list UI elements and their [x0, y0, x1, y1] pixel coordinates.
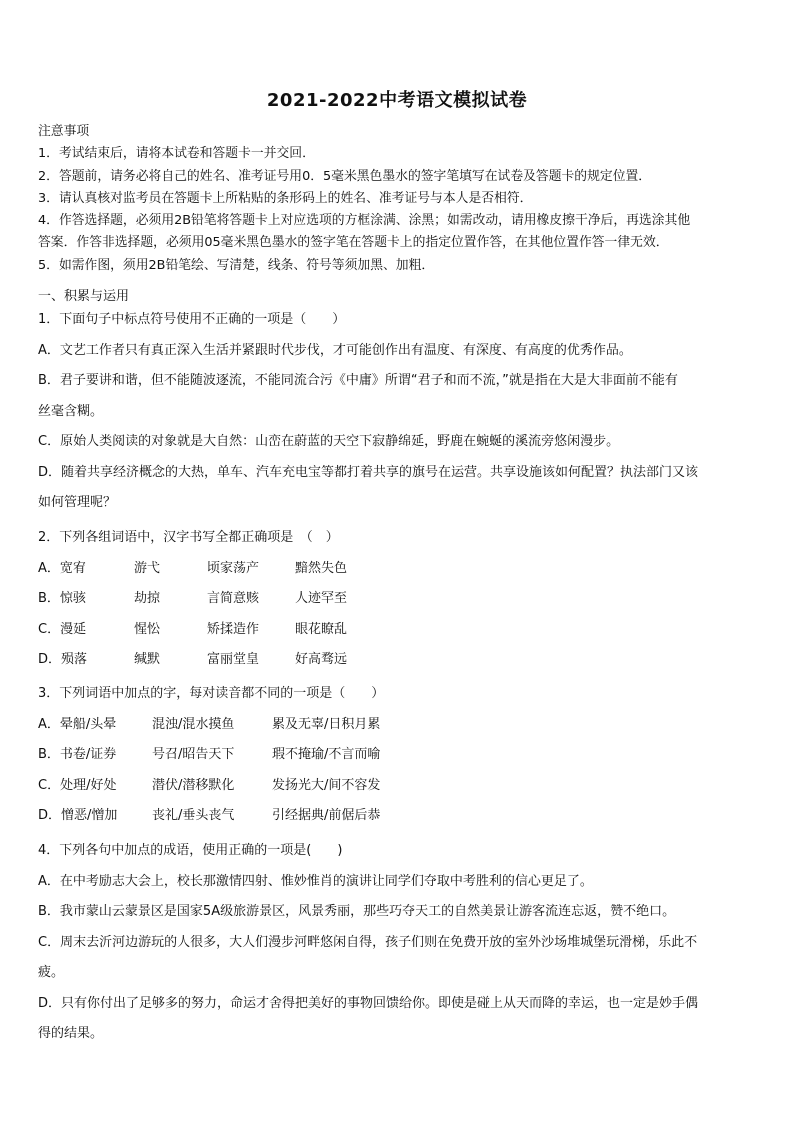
option-line: C．原始人类阅读的对象就是大自然：山峦在蔚蓝的天空下寂静绵延，野鹿在蜿蜒的溪流旁悠闲漫步。 [38, 434, 620, 449]
option-word: 劫掠 [134, 591, 161, 606]
question-4 [38, 836, 763, 1050]
question-stem: 2．下列各组词语中，汉字书写全都正确项是 （ ） [38, 530, 339, 545]
option-line: 丝毫含糊。 [38, 403, 104, 419]
option-pair: B．书卷/证券 [38, 747, 117, 762]
question-1 [38, 305, 763, 519]
notice-line: 4．作答选择题，必须用2B铅笔将答题卡上对应选项的方框涂满、涂黑；如需改动，请用橡皮擦干净后，再选涂其他 [38, 213, 691, 229]
option-word: 缄默 [134, 652, 161, 667]
option-word: 惺忪 [134, 621, 161, 637]
question-2 [38, 523, 763, 676]
option-row [38, 554, 763, 585]
option-word: C．漫延 [38, 621, 87, 637]
option-pair: 丧礼/垂头丧气 [152, 808, 235, 823]
option-line: 如何管理呢？ [38, 495, 117, 510]
option-line: D．只有你付出了足够多的努力，命运才舍得把美好的事物回馈给你。即使是碰上从天而降的幸运，也一定是妙手偶 [38, 995, 699, 1011]
option-pair: C．处理/好处 [38, 777, 117, 793]
page-title: 2021-2022中考语文模拟试卷 [266, 90, 528, 111]
option-line: A．在中考励志大会上，校长那激情四射、惟妙惟肖的演讲让同学们夺取中考胜利的信心更足了。 [38, 873, 593, 889]
question-3 [38, 679, 763, 832]
option-word: A．宽宥 [38, 560, 86, 576]
option-row [38, 801, 763, 832]
option-line: 得的结果。 [38, 1026, 104, 1041]
option-pair: 混浊/混水摸鱼 [152, 716, 235, 732]
notice-heading: 注意事项 [38, 124, 90, 139]
option-line: D．随着共享经济概念的大热，单车、汽车充电宝等都打着共享的旗号在运营。共享设施该如何配置？执法部门又该 [38, 464, 699, 480]
option-line: 疲。 [38, 965, 65, 980]
notice-block [38, 121, 763, 277]
option-pair: 潜伏/潜移默化 [152, 777, 235, 793]
option-line: B．我市蒙山云蒙景区是国家5A级旅游景区，风景秀丽，那些巧夺天工的自然美景让游客流连忘返，赞不绝口。 [38, 904, 676, 919]
option-word: B．惊骇 [38, 591, 86, 606]
option-word: 黯然失色 [295, 560, 348, 576]
question-stem: 4．下列各句中加点的成语，使用正确的一项是( ) [38, 843, 343, 858]
option-line: B．君子要讲和谐，但不能随波逐流，不能同流合污《中庸》所谓“君子和而不流，”就是指在大是大非面前不能有 [38, 373, 678, 388]
section-heading: 一、积累与运用 [38, 289, 130, 304]
option-word: 富丽堂皇 [207, 652, 260, 667]
option-word: 人迹罕至 [295, 591, 348, 606]
option-row [38, 645, 763, 676]
option-word: 言简意赅 [207, 591, 260, 606]
question-stem: 1．下面句子中标点符号使用不正确的一项是（ ） [38, 312, 346, 327]
option-row [38, 615, 763, 646]
option-pair: 引经据典/前倨后恭 [272, 808, 381, 823]
option-row [38, 771, 763, 802]
option-pair: A．晕船/头晕 [38, 716, 117, 732]
notice-line: 5．如需作图，须用2B铅笔绘、写清楚，线条、符号等须加黑、加粗． [38, 257, 435, 273]
option-row [38, 584, 763, 615]
option-pair: D．憎恶/憎加 [38, 808, 118, 823]
option-word: 矫揉造作 [207, 621, 260, 637]
option-pair: 累及无辜/日积月累 [272, 716, 381, 732]
option-pair: 发扬光大/间不容发 [272, 777, 381, 793]
option-line: C．周末去沂河边游玩的人很多，大人们漫步河畔悠闲自得，孩子们则在免费开放的室外沙场堆城堡玩滑梯，乐此不 [38, 934, 698, 950]
notice-line: 3．请认真核对监考员在答题卡上所粘贴的条形码上的姓名、准考证号与本人是否相符． [38, 190, 533, 206]
option-word: 好高骛远 [295, 652, 348, 667]
notice-line: 2．答题前，请务必将自己的姓名、准考证号用0．5毫米黑色墨水的签字笔填写在试卷及答题卡的规定位置． [38, 168, 652, 184]
option-row [38, 710, 763, 741]
notice-line: 答案．作答非选择题，必须用05毫米黑色墨水的签字笔在答题卡上的指定位置作答，在其他位置作答一律无效． [38, 235, 669, 251]
option-word: 眼花瞭乱 [295, 621, 348, 637]
option-pair: 号召/昭告天下 [152, 747, 235, 762]
option-pair: 瑕不掩瑜/不言而喻 [272, 747, 381, 762]
option-word: 游弋 [134, 560, 161, 576]
option-word: 顷家荡产 [207, 560, 260, 576]
option-word: D．殒落 [38, 652, 88, 667]
question-stem: 3．下列词语中加点的字，每对读音都不同的一项是（ ） [38, 686, 385, 701]
option-line: A．文艺工作者只有真正深入生活并紧跟时代步伐，才可能创作出有温度、有深度、有高度的优秀作品。 [38, 342, 632, 358]
option-row [38, 740, 763, 771]
notice-line: 1．考试结束后，请将本试卷和答题卡一并交回． [38, 146, 315, 162]
